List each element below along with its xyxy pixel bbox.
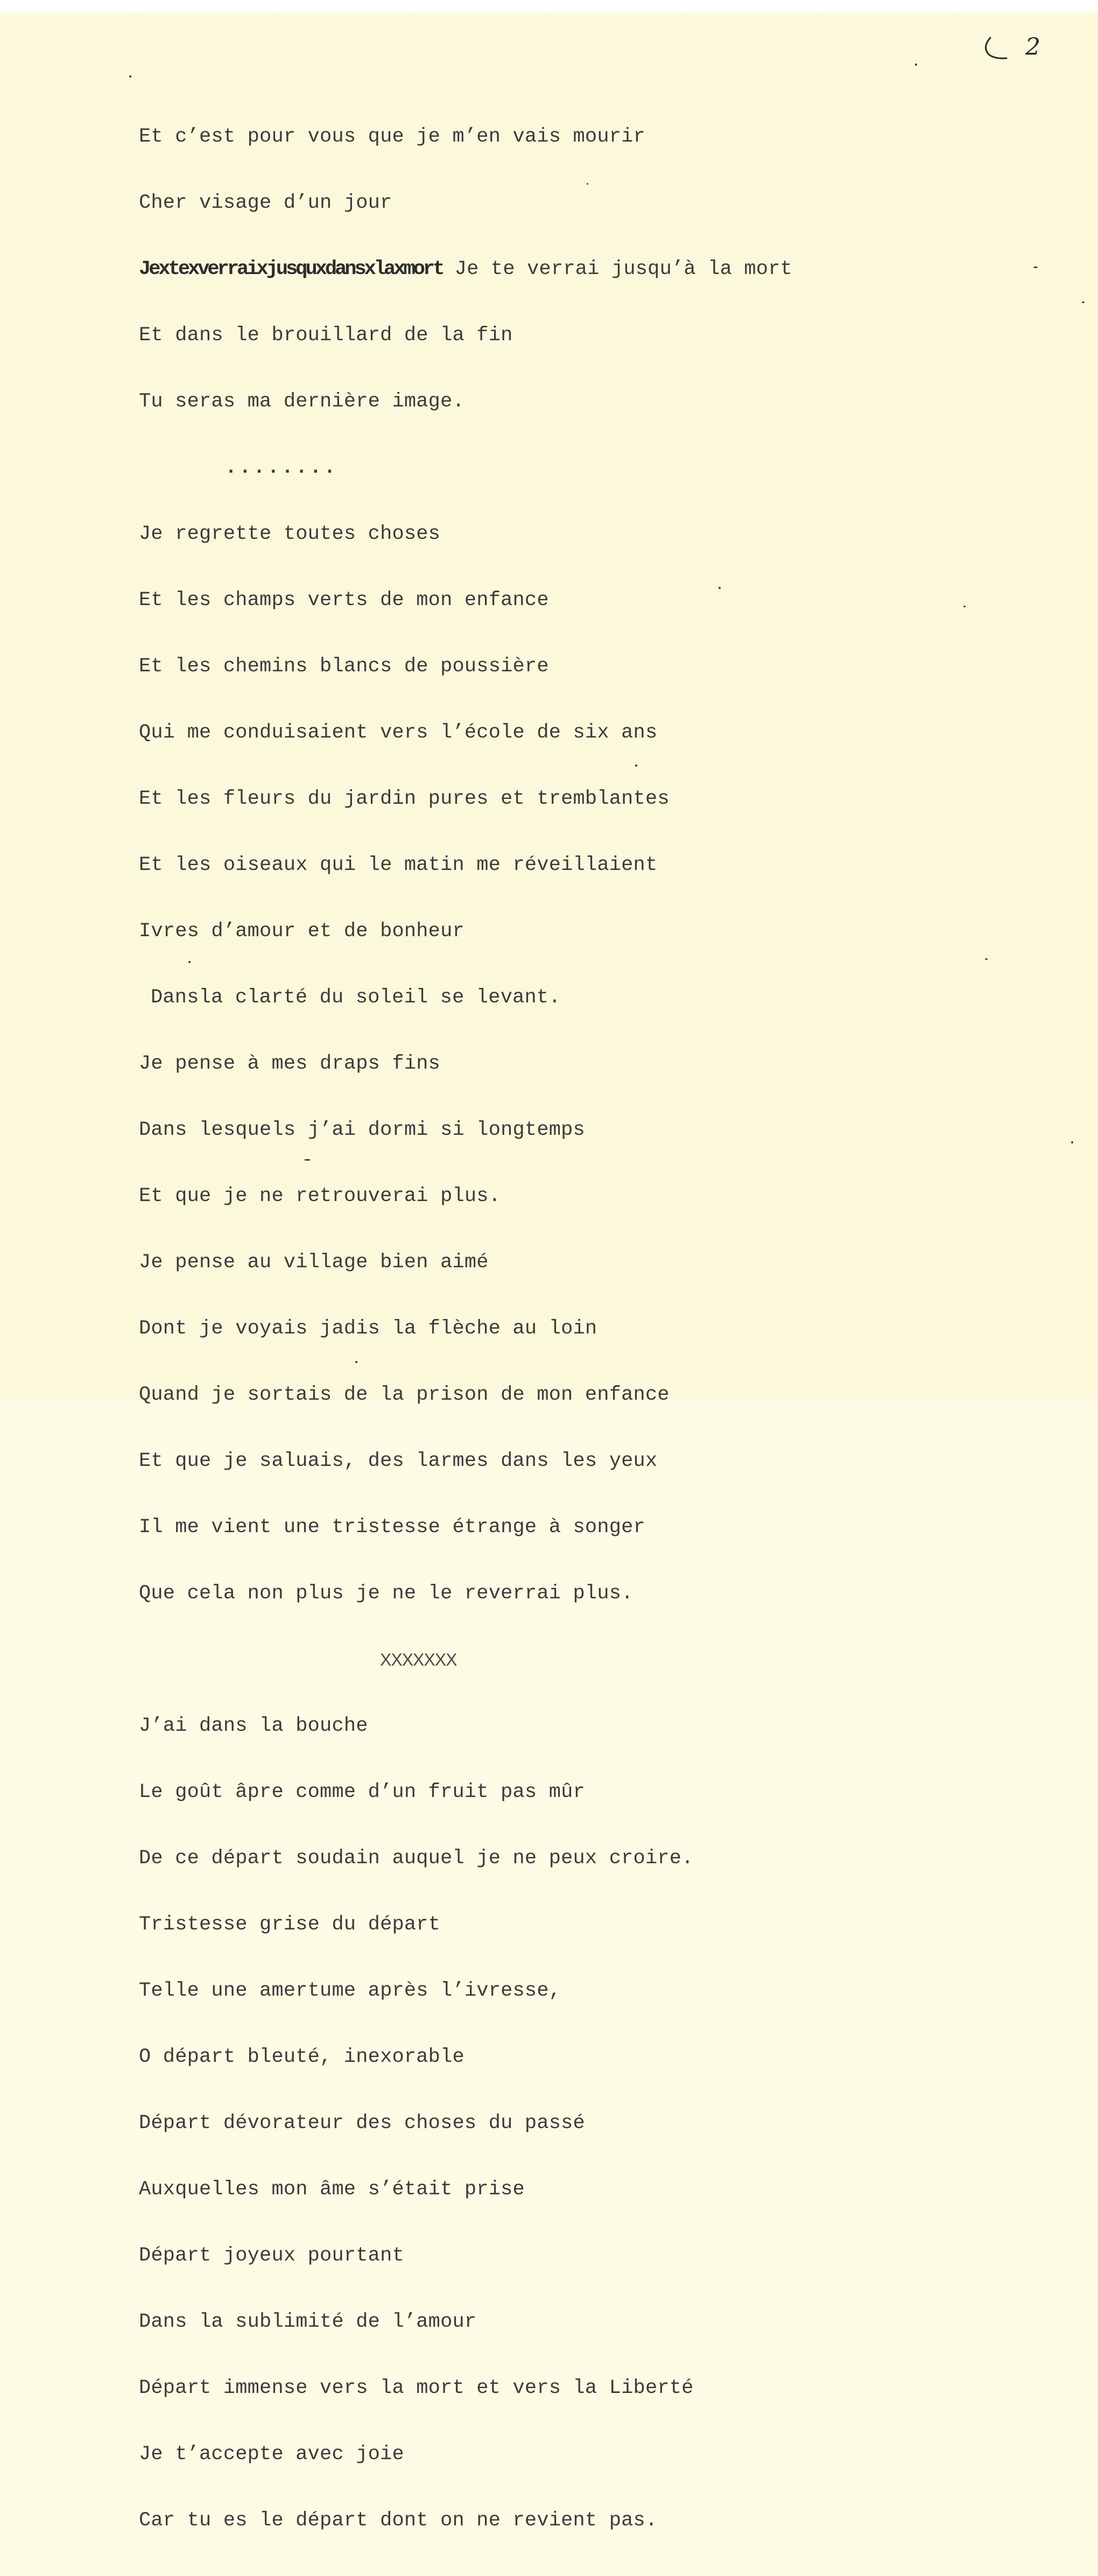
poem-line: Quand je sortais de la prison de mon enfance — [139, 1384, 670, 1406]
poem-line: Et les chemins blancs de poussière — [139, 655, 549, 678]
poem-body — [139, 82, 1000, 2576]
poem-line: Je regrette toutes choses — [139, 523, 441, 545]
poem-line: De ce départ soudain auquel je ne peux croire. — [139, 1847, 694, 1870]
poem-line: Que cela non plus je ne le reverrai plus. — [139, 1582, 634, 1605]
poem-line: Dansla clarté du soleil se levant. — [151, 986, 561, 1009]
poem-line: Et les oiseaux qui le matin me réveillaient — [139, 854, 658, 876]
poem-line: Je pense au village bien aimé — [139, 1251, 489, 1274]
poem-line: J’ai dans la bouche — [139, 1715, 368, 1737]
poem-line: Départ dévorateur des choses du passé — [139, 2112, 585, 2135]
poem-line-with-correction — [139, 258, 1000, 280]
poem-line: Et que je ne retrouverai plus. — [139, 1185, 501, 1208]
poem-line: Le goût âpre comme d’un fruit pas mûr — [139, 1781, 585, 1803]
poem-line: Dans lesquels j’ai dormi si longtemps — [139, 1119, 585, 1141]
poem-line: Je pense à mes draps fins — [139, 1052, 441, 1075]
poem-line: Ivres d’amour et de bonheur — [139, 920, 464, 943]
paper-top-edge — [0, 0, 1098, 16]
poem-line: Qui me conduisaient vers l’école de six ans — [139, 721, 658, 744]
ink-speck — [1033, 266, 1038, 268]
poem-line: Il me vient une tristesse étrange à songer — [139, 1516, 645, 1539]
stanza-separator-dots: ........ — [225, 457, 338, 479]
section-separator: XXXXXXX — [380, 1650, 457, 1669]
poem-line: Et les fleurs du jardin pures et tremblantes — [139, 788, 670, 810]
poem-line: O départ bleuté, inexorable — [139, 2046, 464, 2068]
poem-line: Cher visage d’un jour — [139, 192, 392, 214]
poem-line: Tristesse grise du départ — [139, 1913, 441, 1936]
poem-line: Telle une amertume après l’ivresse, — [139, 1980, 561, 2002]
struck-out-text: Jextexverraixjusquxdansxlaxmort — [139, 258, 443, 280]
ink-speck — [915, 64, 917, 66]
corrected-text: Je te verrai jusqu’à la mort — [454, 258, 793, 280]
poem-line: Car tu es le départ dont on ne revient pas. — [139, 2509, 658, 2532]
page-number: 2 — [1025, 33, 1040, 61]
poem-line: Dans la sublimité de l’amour — [139, 2311, 477, 2333]
poem-line: Départ immense vers la mort et vers la Liberté — [139, 2377, 694, 2399]
ink-speck — [129, 75, 131, 78]
poem-line: Et c’est pour vous que je m’en vais mourir — [139, 125, 645, 148]
poem-line: Dont je voyais jadis la flèche au loin — [139, 1317, 597, 1340]
poem-line: Et les champs verts de mon enfance — [139, 589, 549, 612]
poem-line: Je t’accepte avec joie — [139, 2443, 404, 2466]
poem-line: Départ joyeux pourtant — [139, 2244, 404, 2267]
poem-line: Et dans le brouillard de la fin — [139, 324, 513, 347]
ink-speck — [1082, 301, 1085, 303]
ink-speck — [1071, 1141, 1073, 1143]
poem-line: Et que je saluais, des larmes dans les yeux — [139, 1450, 658, 1472]
poem-line: Tu seras ma dernière image. — [139, 390, 464, 413]
poem-line: Auxquelles mon âme s’était prise — [139, 2178, 525, 2201]
